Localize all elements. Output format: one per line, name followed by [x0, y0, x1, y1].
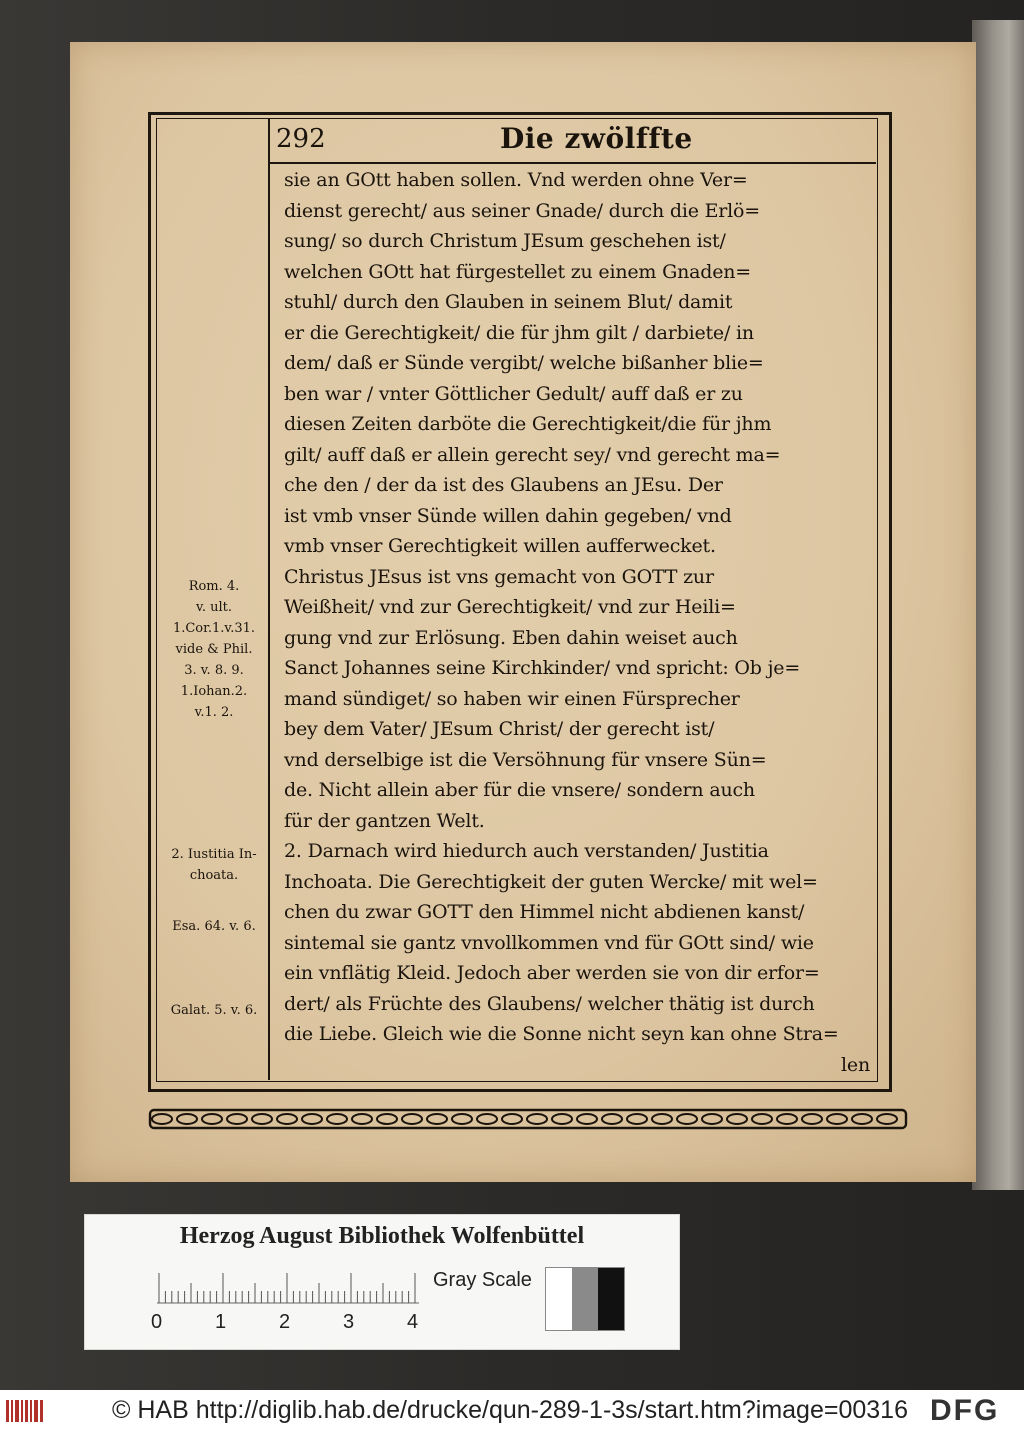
text-line: welchen GOtt hat fürgestellet zu einem Gnaden= — [284, 260, 751, 283]
marginal-note: Rom. 4. — [188, 579, 240, 594]
text-line: gung vnd zur Erlösung. Eben dahin weiset auch — [284, 626, 738, 649]
text-line: vnd derselbige ist die Versöhnung für vnsere Sün= — [284, 748, 767, 771]
text-line: für der gantzen Welt. — [284, 809, 485, 832]
text-line: Sanct Johannes seine Kirchkinder/ vnd spricht: Ob je= — [284, 657, 801, 679]
barcode-icon — [6, 1398, 46, 1424]
text-line: ist vmb vnser Sünde willen dahin gegeben/ vnd — [284, 504, 732, 527]
ruler-label: 1 — [215, 1311, 227, 1333]
adjacent-page-edge — [972, 20, 1024, 1190]
marginal-note: Galat. 5. v. 6. — [170, 1003, 258, 1018]
text-line-catchword: len — [841, 1053, 870, 1076]
body-text — [284, 165, 884, 1080]
marginal-note: 1.Iohan.2. — [180, 684, 248, 699]
gray-scale-label: Gray Scale — [433, 1269, 532, 1291]
color-card — [84, 1214, 680, 1350]
ruler-scale — [157, 1265, 419, 1305]
marginal-note: Esa. 64. v. 6. — [172, 919, 256, 934]
text-line: de. Nicht allein aber für die vnsere/ sondern auch — [284, 779, 755, 801]
dfg-logo: DFG — [930, 1394, 1000, 1427]
text-line: stuhl/ durch den Glauben in seinem Blut/ damit — [284, 291, 733, 313]
text-line: Weißheit/ vnd zur Gerechtigkeit/ vnd zur Heili= — [284, 596, 736, 618]
text-line: gilt/ auff daß er allein gerecht sey/ vnd gerecht ma= — [284, 443, 781, 466]
gray-swatch-white — [546, 1268, 572, 1330]
ruler-label: 4 — [407, 1311, 419, 1333]
gray-swatch-mid — [572, 1268, 598, 1330]
marginal-note: v. ult. — [196, 600, 232, 615]
text-line: dienst gerecht/ aus seiner Gnade/ durch die Erlö= — [284, 199, 760, 222]
text-line: che den / der da ist des Glaubens an JEsu. Der — [284, 474, 723, 496]
marginal-note: v.1. 2. — [194, 705, 234, 720]
ruler-label: 0 — [151, 1311, 163, 1333]
text-line: dert/ als Früchte des Glaubens/ welcher thätig ist durch — [284, 992, 815, 1015]
text-line: Inchoata. Die Gerechtigkeit der guten Wercke/ mit wel= — [284, 870, 818, 893]
text-line: Christus JEsus ist vns gemacht von GOTT zur — [284, 565, 714, 588]
text-line: diesen Zeiten darböte die Gerechtigkeit/die für jhm — [284, 413, 772, 435]
text-line: chen du zwar GOTT den Himmel nicht abdienen kanst/ — [284, 901, 805, 923]
marginal-note: 3. v. 8. 9. — [184, 663, 244, 678]
marginal-note: 2. Iustitia In- — [171, 847, 257, 862]
marginal-references — [162, 576, 266, 723]
text-line: bey dem Vater/ JEsum Christ/ der gerecht ist/ — [284, 718, 715, 740]
text-line: er die Gerechtigkeit/ die für jhm gilt / darbiete/ in — [284, 321, 754, 344]
text-line: ein vnflätig Kleid. Jedoch aber werden sie von dir erfor= — [284, 962, 820, 984]
running-head: Die zwölffte — [500, 122, 693, 155]
text-line: dem/ daß er Sünde vergibt/ welche bißanher blie= — [284, 352, 764, 374]
ornamental-border — [148, 1106, 908, 1132]
text-line: mand sündiget/ so haben wir einen Fürsprecher — [284, 687, 740, 710]
library-title: Herzog August Bibliothek Wolfenbüttel — [179, 1223, 585, 1249]
page-number: 292 — [276, 124, 326, 154]
marginal-note: 1.Cor.1.v.31. — [172, 621, 256, 636]
copyright-url[interactable]: © HAB http://diglib.hab.de/drucke/qun-289-1-3s/start.htm?image=00316 — [112, 1396, 908, 1424]
text-line: 2. Darnach wird hiedurch auch verstanden/ Justitia — [284, 840, 769, 862]
ruler-label: 3 — [343, 1311, 355, 1333]
footer-bar — [0, 1390, 1024, 1432]
text-line: vmb vnser Gerechtigkeit willen aufferwecket. — [284, 535, 716, 557]
text-line: sung/ so durch Christum JEsum geschehen ist/ — [284, 230, 726, 252]
text-line: ben war / vnter Göttlicher Gedult/ auff daß er zu — [284, 382, 743, 405]
marginal-note: vide & Phil. — [175, 642, 253, 657]
text-line: sie an GOtt haben sollen. Vnd werden ohne Ver= — [284, 169, 748, 191]
ruler-label: 2 — [279, 1311, 291, 1333]
header-rule — [270, 162, 876, 164]
marginal-note: choata. — [189, 868, 239, 883]
marginal-justitia — [162, 844, 266, 886]
text-line: die Liebe. Gleich wie die Sonne nicht seyn kan ohne Stra= — [284, 1023, 839, 1045]
margin-rule — [268, 118, 270, 1080]
gray-swatch-black — [598, 1268, 624, 1330]
text-line: sintemal sie gantz vnvollkommen vnd für GOtt sind/ wie — [284, 931, 814, 954]
gray-scale-swatches — [545, 1267, 625, 1331]
